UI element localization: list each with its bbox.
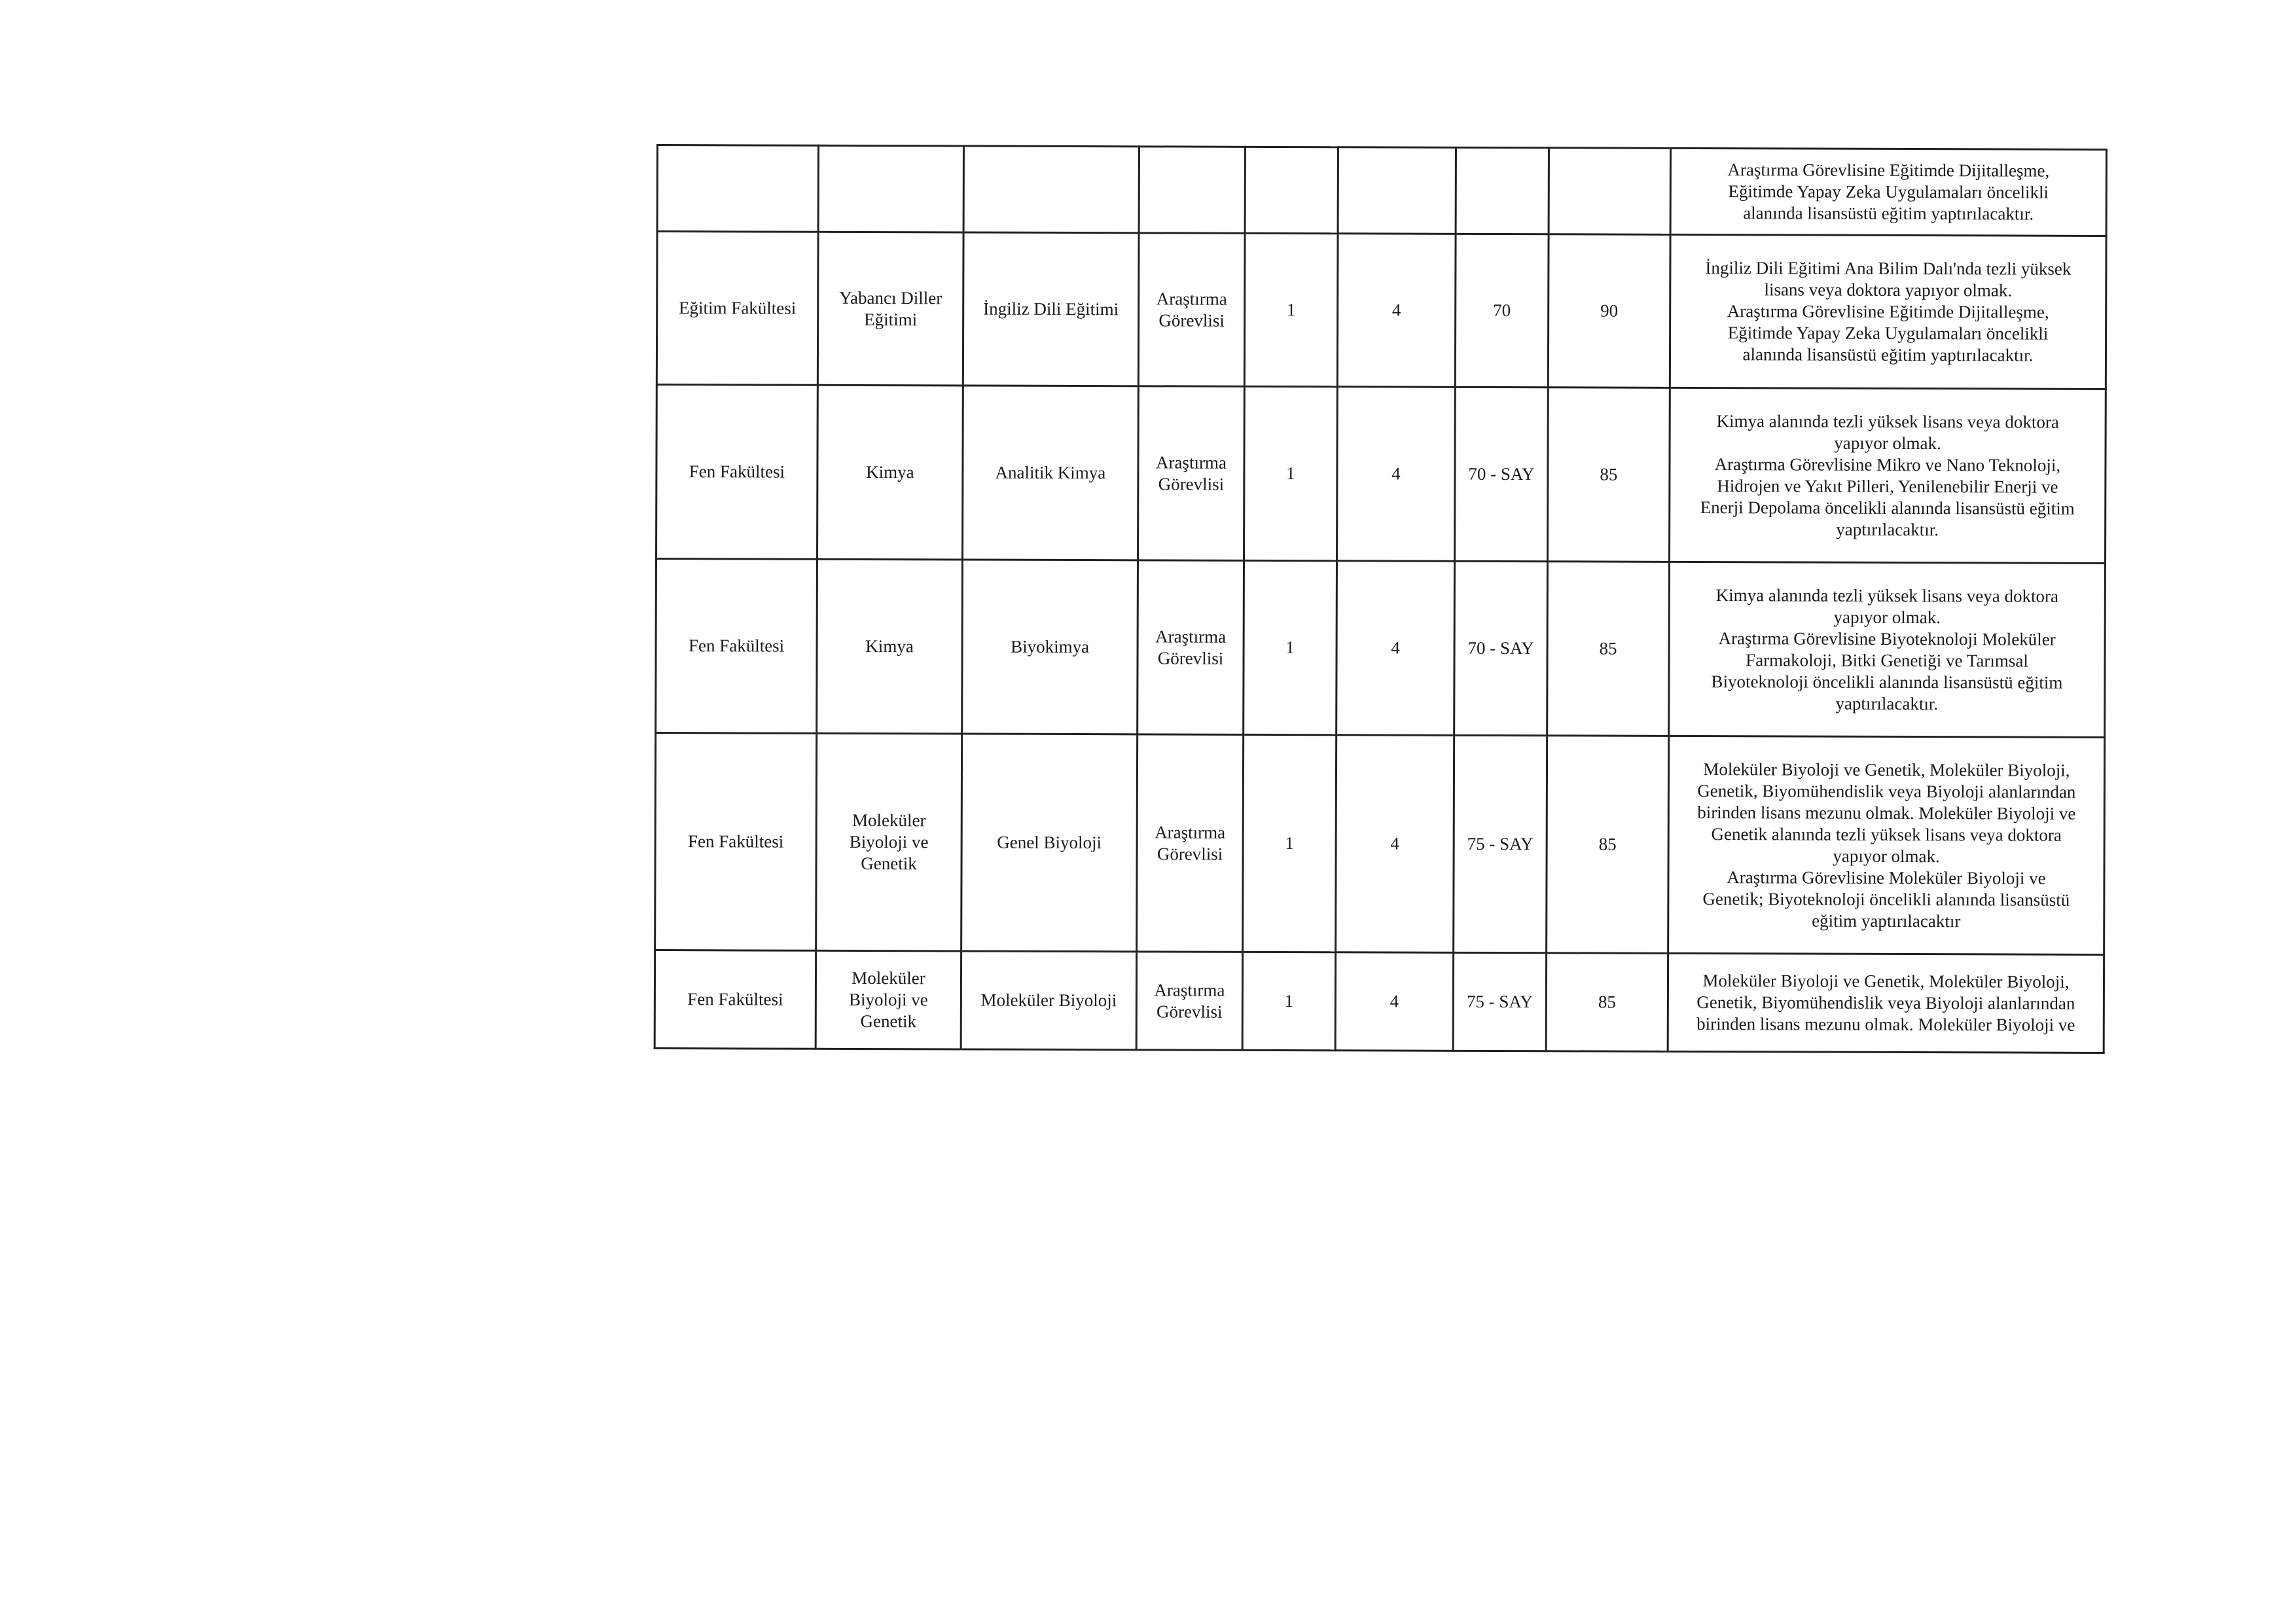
title-cell: Araştırma Görevlisi (1138, 233, 1245, 387)
language-cell: 85 (1548, 388, 1670, 562)
faculty-cell: Eğitim Fakültesi (656, 232, 818, 386)
faculty-cell: Fen Fakültesi (656, 385, 818, 560)
department-cell: Kimya (817, 385, 963, 560)
grade-cell: 4 (1337, 234, 1456, 388)
note-line: Moleküler Biyoloji ve Genetik, Moleküler Biyoloji, (1702, 971, 2070, 992)
ales-cell: 70 - SAY (1454, 561, 1548, 735)
note-line: eğitim yaptırılacaktır (1812, 911, 1961, 931)
notes-cell (1670, 388, 2106, 563)
department-cell (818, 145, 963, 232)
department-cell: Kimya (817, 559, 963, 734)
note-line: Genetik, Biyomühendislik veya Biyoloji alanlarından (1696, 992, 2075, 1013)
note-line: alanında lisansüstü eğitim yaptırılacaktır. (1742, 344, 2034, 365)
count-cell: 1 (1244, 233, 1338, 386)
note-line: birinden lisans mezunu olmak. Moleküler Biyoloji ve (1697, 802, 2076, 823)
department-cell: Moleküler Biyoloji ve Genetik (816, 950, 961, 1049)
note-line: Araştırma Görevlisine Eğitimde Dijitalleşme, (1727, 301, 2049, 322)
notes-cell (1670, 234, 2106, 389)
program-cell: Genel Biyoloji (961, 734, 1138, 952)
faculty-cell: Fen Fakültesi (655, 950, 816, 1049)
title-cell: Araştırma Görevlisi (1137, 734, 1244, 952)
faculty-cell: Fen Fakültesi (655, 733, 817, 951)
note-line: Enerji Depolama öncelikli alanında lisansüstü eğitim (1700, 497, 2075, 518)
count-cell: 1 (1243, 734, 1336, 952)
table-row (655, 950, 2104, 1053)
title-cell (1139, 147, 1245, 234)
position-table (654, 144, 2108, 1054)
count-cell: 1 (1244, 560, 1337, 734)
department-cell: Yabancı Diller Eğitimi (817, 232, 963, 386)
ales-cell: 70 - SAY (1455, 387, 1549, 561)
faculty-cell (657, 145, 818, 232)
notes-cell (1668, 736, 2105, 954)
note-line: Biyoteknoloji öncelikli alanında lisansüstü eğitim (1711, 671, 2063, 693)
note-line: yapıyor olmak. (1834, 433, 1941, 453)
grade-cell: 4 (1337, 387, 1456, 562)
note-line: Eğitimde Yapay Zeka Uygulamaları öncelikli (1728, 181, 2049, 202)
note-line: İngiliz Dili Eğitimi Ana Bilim Dalı'nda tezli yüksek (1705, 258, 2072, 279)
note-line: Hidrojen ve Yakıt Pilleri, Yenilenebilir Enerji ve (1717, 475, 2058, 497)
grade-cell: 4 (1336, 561, 1455, 736)
language-cell (1549, 148, 1670, 235)
note-line: Araştırma Görevlisine Biyoteknoloji Moleküler (1718, 628, 2056, 649)
note-line: yaptırılacaktır. (1836, 519, 1939, 539)
language-cell: 90 (1548, 234, 1670, 388)
program-cell: Biyokimya (962, 560, 1138, 734)
notes-cell (1669, 562, 2106, 737)
program-cell (963, 146, 1139, 233)
ales-cell (1456, 147, 1549, 234)
note-line: birinden lisans mezunu olmak. Moleküler Biyoloji ve (1696, 1013, 2075, 1035)
note-line: Genetik alanında tezli yüksek lisans veya doktora (1711, 823, 2062, 845)
note-line: lisans veya doktora yapıyor olmak. (1764, 280, 2013, 300)
count-cell: 1 (1242, 952, 1335, 1050)
title-cell: Araştırma Görevlisi (1136, 952, 1242, 1051)
table-row (656, 232, 2106, 389)
notes-cell (1670, 148, 2106, 236)
ales-cell: 75 - SAY (1453, 952, 1546, 1051)
note-line: yapıyor olmak. (1833, 846, 1940, 866)
note-line: Araştırma Görevlisine Moleküler Biyoloji ve (1727, 867, 2046, 888)
table-row (655, 733, 2105, 955)
grade-cell (1338, 147, 1456, 234)
grade-cell: 4 (1335, 952, 1453, 1051)
department-cell: Moleküler Biyoloji ve Genetik (816, 733, 962, 951)
title-cell: Araştırma Görevlisi (1138, 560, 1244, 735)
ales-cell: 70 (1455, 234, 1549, 387)
note-line: Genetik, Biyomühendislik veya Biyoloji alanlarından (1697, 780, 2076, 802)
note-line: Farmakoloji, Bitki Genetiği ve Tarımsal (1746, 649, 2028, 671)
program-cell: Moleküler Biyoloji (961, 951, 1136, 1050)
table-row (656, 559, 2106, 738)
note-line: Genetik; Biyoteknoloji öncelikli alanında lisansüstü (1702, 888, 2070, 910)
note-line: Kimya alanında tezli yüksek lisans veya doktora (1715, 585, 2059, 606)
table-row (657, 145, 2106, 236)
note-line: Kimya alanında tezli yüksek lisans veya doktora (1716, 410, 2059, 432)
title-cell: Araştırma Görevlisi (1138, 386, 1245, 561)
language-cell: 85 (1547, 736, 1669, 954)
grade-cell: 4 (1336, 735, 1454, 953)
note-line: alanında lisansüstü eğitim yaptırılacaktır. (1743, 203, 2034, 224)
note-line: Araştırma Görevlisine Eğitimde Dijitalleşme, (1727, 160, 2050, 181)
note-line: Eğitimde Yapay Zeka Uygulamaları öncelikli (1727, 323, 2049, 344)
language-cell: 85 (1547, 562, 1670, 736)
language-cell: 85 (1546, 953, 1668, 1052)
notes-cell (1668, 953, 2104, 1053)
count-cell: 1 (1244, 386, 1338, 560)
note-line: yaptırılacaktır. (1835, 693, 1939, 713)
note-line: yapıyor olmak. (1833, 607, 1941, 627)
program-cell: İngiliz Dili Eğitimi (963, 232, 1139, 386)
program-cell: Analitik Kimya (963, 386, 1139, 560)
ales-cell: 75 - SAY (1454, 735, 1547, 952)
note-line: Araştırma Görevlisine Mikro ve Nano Teknoloji, (1714, 454, 2061, 475)
count-cell (1245, 147, 1338, 233)
table-row (656, 385, 2106, 564)
note-line: Moleküler Biyoloji ve Genetik, Moleküler Biyoloji, (1703, 759, 2070, 780)
faculty-cell: Fen Fakültesi (656, 559, 817, 734)
